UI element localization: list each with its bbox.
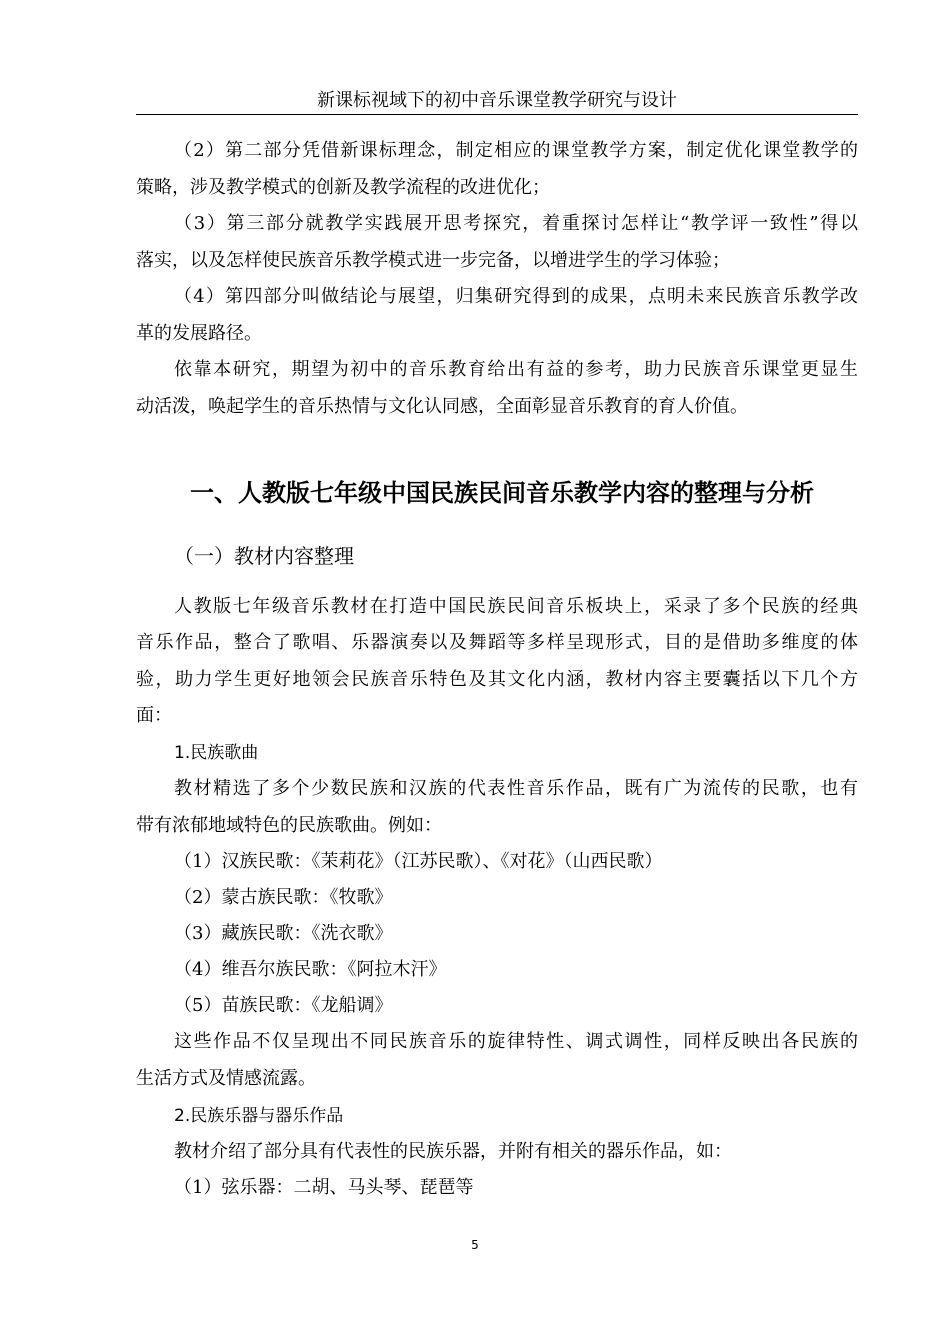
subheading-instruments: 2.民族乐器与器乐作品 (174, 1106, 344, 1126)
section-paragraph-line-1: 人教版七年级音乐教材在打造中国民族民间音乐板块上，采录了多个民族的经典 (174, 596, 858, 617)
subheading-folk-songs: 1.民族歌曲 (174, 743, 259, 763)
header-divider (136, 114, 858, 115)
intro-paragraph-2-line-1: （2）第二部分凭借新课标理念，制定相应的课堂教学方案，制定优化课堂教学的 (174, 140, 858, 161)
song-list-item: （2）蒙古族民歌：《牧歌》 (174, 887, 393, 908)
intro-paragraph-2-line-2: 策略，涉及教学模式的创新及教学流程的改进优化； (136, 177, 550, 198)
section-heading: （一）教材内容整理 (174, 544, 354, 568)
instrument-list-item: （1）弦乐器：二胡、马头琴、琵琶等 (174, 1177, 474, 1198)
intro-paragraph-3-line-2: 落实，以及怎样使民族音乐教学模式进一步完备，以增进学生的学习体验； (136, 250, 730, 271)
song-list-item: （3）藏族民歌：《洗衣歌》 (174, 923, 393, 944)
songs-summary-line-2: 生活方式及情感流露。 (136, 1068, 316, 1089)
song-list-item: （4）维吾尔族民歌：《阿拉木汗》 (174, 959, 447, 980)
intro-paragraph-4-line-1: （4）第四部分叫做结论与展望，归集研究得到的成果，点明未来民族音乐教学改 (174, 286, 858, 307)
intro-paragraph-5-line-2: 动活泼，唤起学生的音乐热情与文化认同感，全面彰显音乐教育的育人价值。 (136, 396, 748, 417)
running-header: 新课标视域下的初中音乐课堂教学研究与设计 (317, 90, 677, 111)
songs-intro-line-1: 教材精选了多个少数民族和汉族的代表性音乐作品，既有广为流传的民歌，也有 (174, 778, 858, 799)
intro-paragraph-4-line-2: 革的发展路径。 (136, 323, 262, 344)
songs-intro-line-2: 带有浓郁地域特色的民族歌曲。例如： (136, 815, 442, 836)
intro-paragraph-5-line-1: 依靠本研究，期望为初中的音乐教育给出有益的参考，助力民族音乐课堂更显生 (174, 359, 858, 380)
instruments-intro-line-1: 教材介绍了部分具有代表性的民族乐器，并附有相关的器乐作品，如： (174, 1141, 732, 1162)
section-paragraph-line-3: 验，助力学生更好地领会民族音乐特色及其文化内涵，教材内容主要囊括以下几个方 (136, 669, 858, 690)
intro-paragraph-3-line-1: （3）第三部分就教学实践展开思考探究，着重探讨怎样让“教学评一致性”得以 (174, 213, 858, 234)
songs-summary-line-1: 这些作品不仅呈现出不同民族音乐的旋律特性、调式调性，同样反映出各民族的 (174, 1031, 858, 1052)
page-number: 5 (471, 1238, 479, 1252)
section-paragraph-line-4: 面： (136, 705, 172, 726)
chapter-heading: 一、人教版七年级中国民族民间音乐教学内容的整理与分析 (190, 479, 814, 507)
section-paragraph-line-2: 音乐作品，整合了歌唱、乐器演奏以及舞蹈等多样呈现形式，目的是借助多维度的体 (136, 632, 858, 653)
song-list-item: （5）苗族民歌：《龙船调》 (174, 995, 393, 1016)
song-list-item: （1）汉族民歌：《茉莉花》（江苏民歌）、《对花》（山西民歌） (174, 851, 663, 872)
